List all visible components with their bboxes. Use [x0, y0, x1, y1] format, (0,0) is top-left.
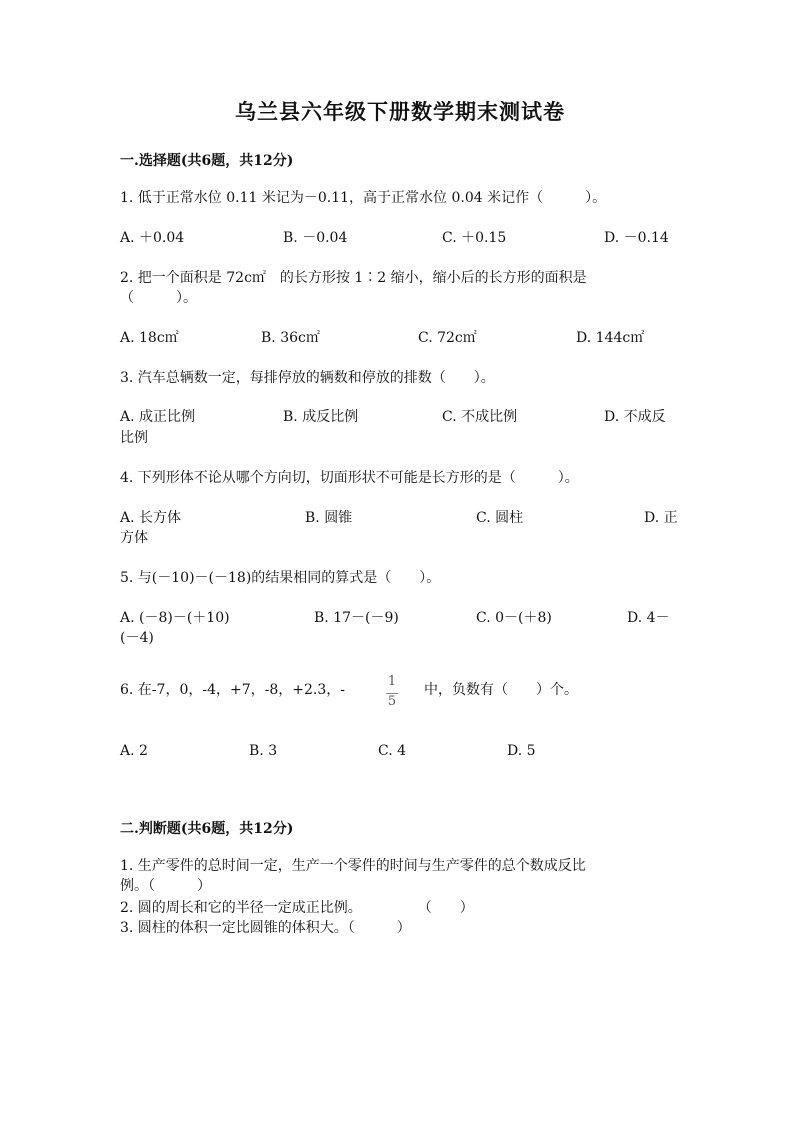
question-6-option-c: C. 4 [378, 743, 407, 759]
question-2-stem-line1: 2. 把一个面积是 72c㎡ 的长方形按 1∶2 缩小，缩小后的长方形的面积是 [120, 270, 587, 286]
question-2-option-d: D. 144c㎡ [576, 330, 645, 346]
question-2-option-c: C. 72c㎡ [418, 330, 477, 346]
question-4-stem: 4. 下列形体不论从哪个方向切，切面形状不可能是长方形的是（ ）。 [120, 470, 579, 486]
question-6-option-d: D. 5 [507, 743, 536, 759]
question-1-option-b: B. －0.04 [283, 230, 348, 246]
question-5-stem: 5. 与(－10)－(－18)的结果相同的算式是（ ）。 [120, 570, 441, 586]
question-6-option-b: B. 3 [249, 743, 278, 759]
question-4-option-b: B. 圆锥 [305, 510, 353, 526]
question-6-fraction-denominator: 5 [387, 694, 397, 709]
question-3-stem: 3. 汽车总辆数一定，每排停放的辆数和停放的排数（ ）。 [120, 370, 495, 386]
judge-item-2: 2. 圆的周长和它的半径一定成正比例。 （ ） [120, 900, 474, 916]
question-1-option-a: A. ＋0.04 [120, 230, 185, 246]
question-3-option-d-wrap: 比例 [120, 430, 148, 446]
question-4-option-d: D. 正 [644, 510, 678, 526]
question-1-option-d: D. －0.14 [604, 230, 669, 246]
question-5-option-d-wrap: (－4) [120, 630, 154, 646]
question-3-option-b: B. 成反比例 [283, 409, 359, 425]
question-3-option-d: D. 不成反 [604, 409, 666, 425]
judge-item-1-line2: 例。（ ） [120, 878, 211, 894]
page-title: 乌兰县六年级下册数学期末测试卷 [235, 99, 565, 124]
question-4-option-a: A. 长方体 [120, 510, 182, 526]
question-2-option-a: A. 18c㎡ [120, 330, 179, 346]
question-6-stem-after: 中，负数有（ ）个。 [424, 682, 578, 698]
question-1-option-c: C. ＋0.15 [442, 230, 507, 246]
question-5-option-b: B. 17－(－9) [314, 610, 399, 626]
question-6-fraction-numerator: 1 [387, 674, 397, 689]
question-1-stem: 1. 低于正常水位 0.11 米记为－0.11，高于正常水位 0.04 米记作（ ）。 [120, 190, 607, 206]
question-5-option-c: C. 0－(＋8) [476, 610, 552, 626]
question-3-option-a: A. 成正比例 [120, 409, 196, 425]
question-2-option-b: B. 36c㎡ [261, 330, 320, 346]
section-2-heading: 二.判断题(共6题，共12分) [120, 821, 294, 837]
question-2-stem-line2: （ ）。 [120, 290, 197, 306]
question-3-option-c: C. 不成比例 [442, 409, 518, 425]
question-6-option-a: A. 2 [120, 743, 148, 759]
judge-item-1-line1: 1. 生产零件的总时间一定，生产一个零件的时间与生产零件的总个数成反比 [120, 858, 586, 874]
question-4-option-c: C. 圆柱 [476, 510, 524, 526]
question-5-option-d: D. 4－ [627, 610, 670, 626]
question-6-stem-before: 6. 在-7，0，-4，+7，-8，+2.3，- [120, 682, 345, 698]
judge-item-3: 3. 圆柱的体积一定比圆锥的体积大。（ ） [120, 920, 411, 936]
question-4-option-d-wrap: 方体 [120, 530, 148, 546]
question-5-option-a: A. (－8)－(＋10) [120, 610, 230, 626]
section-1-heading: 一.选择题(共6题，共12分) [120, 153, 294, 169]
